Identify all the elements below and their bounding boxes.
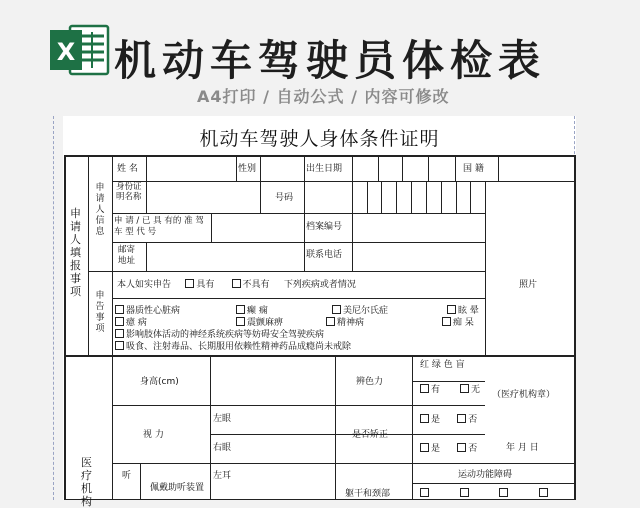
hearing-label: 听 (122, 471, 132, 481)
declaration-suffix: 下列疾病或者情况 (283, 280, 356, 290)
banner (0, 0, 640, 112)
grid-line (574, 155, 576, 500)
grid-line (140, 463, 141, 500)
grid-line (112, 463, 575, 464)
page-margin-left (53, 116, 54, 500)
name-label: 姓 名 (117, 164, 138, 174)
disease-checkbox[interactable] (115, 329, 124, 338)
disease-item: 影响肢体活动的神经系统疾病等妨碍安全驾驶疾病 (115, 329, 324, 341)
color-vision-label: 辨色力 (356, 377, 384, 387)
disease-checkbox[interactable] (115, 305, 124, 314)
grid-line (456, 181, 457, 213)
corrected-yes-checkbox[interactable] (420, 443, 429, 452)
form-title: 机动车驾驶人身体条件证明 (199, 128, 440, 150)
motor-checkbox[interactable] (460, 488, 469, 497)
page-title: 机动车驾驶员体检表 (114, 36, 547, 85)
photo-label: 照片 (519, 280, 538, 290)
grid-line (441, 181, 442, 213)
height-label: 身高(cm) (140, 377, 179, 387)
disease-item: 美尼尔氏症 (332, 305, 388, 317)
grid-line (411, 181, 412, 213)
id-doc-label: 身份证明名称 (116, 182, 142, 202)
disease-checkbox[interactable] (236, 317, 245, 326)
grid-line (260, 155, 261, 213)
disease-item: 器质性心脏病 (115, 305, 180, 317)
grid-line (381, 181, 382, 213)
left-ear-label: 左耳 (213, 471, 232, 481)
color-blind-no-checkbox[interactable] (460, 384, 469, 393)
motor-label: 运动功能障碍 (458, 470, 513, 480)
neck-label: 躯干和颈部 (345, 489, 391, 499)
disease-item: 痴 呆 (442, 317, 474, 329)
grid-line (210, 355, 211, 500)
grid-line (426, 181, 427, 213)
grid-line (412, 355, 413, 500)
disease-item: 精神病 (326, 317, 364, 329)
excel-icon (48, 22, 110, 78)
grid-line (64, 155, 66, 500)
grid-line (335, 355, 336, 500)
disease-item: 眩 晕 (447, 305, 479, 317)
grid-line (485, 181, 486, 356)
file-number-label: 档案编号 (306, 222, 343, 232)
disease-checkbox[interactable] (332, 305, 341, 314)
grid-line (146, 242, 147, 271)
grid-line (112, 181, 575, 182)
id-number-label: 号码 (275, 193, 294, 203)
corrected-label: 是否矫正 (352, 430, 389, 440)
grid-line (112, 213, 485, 214)
disease-item: 癫 痫 (236, 305, 268, 317)
corrected-no-checkbox[interactable] (457, 414, 466, 423)
page-subtitle: A4打印 / 自动公式 / 内容可修改 (197, 87, 450, 106)
declare-group-label: 申告事项 (95, 291, 105, 334)
phone-label: 联系电话 (306, 250, 343, 260)
disease-item: 吸食、注射毒品、长期服用依赖性精神药品成瘾尚未戒除 (115, 341, 351, 353)
grid-line (412, 434, 485, 435)
grid-line (88, 271, 485, 272)
vision-label: 视 力 (143, 430, 164, 440)
disease-checkbox[interactable] (115, 341, 124, 350)
motor-checkbox[interactable] (499, 488, 508, 497)
grid-line (211, 213, 212, 242)
applicant-info-label: 申请人信息 (95, 183, 105, 237)
grid-line (367, 181, 368, 213)
grid-line (112, 298, 485, 299)
right-eye-label: 右眼 (213, 443, 232, 453)
color-blind-options: 有 无 (420, 384, 480, 396)
applicant-section-label: 申请人填报事项 (70, 207, 81, 298)
grid-line (88, 155, 89, 356)
hearing-aid-label: 佩戴助听装置 (150, 483, 205, 493)
disease-checkbox[interactable] (442, 317, 451, 326)
birth-date-label: 出生日期 (306, 164, 343, 174)
disease-checkbox[interactable] (447, 305, 456, 314)
grid-line (412, 381, 485, 382)
grid-line (146, 155, 147, 213)
grid-line (378, 155, 379, 181)
grid-line (304, 155, 305, 271)
left-eye-label: 左眼 (213, 414, 232, 424)
have-checkbox[interactable] (185, 279, 194, 288)
color-blind-yes-checkbox[interactable] (420, 384, 429, 393)
grid-line (112, 242, 485, 243)
grid-line (396, 181, 397, 213)
disease-item: 震颤麻痹 (236, 317, 283, 329)
disease-checkbox[interactable] (326, 317, 335, 326)
grid-line (470, 181, 471, 213)
declaration-intro: 本人如实申告 (117, 280, 172, 290)
grid-line (236, 155, 237, 181)
not-have-checkbox[interactable] (232, 279, 241, 288)
corrected-no-checkbox[interactable] (457, 443, 466, 452)
motor-checkbox[interactable] (420, 488, 429, 497)
motor-checkbox[interactable] (539, 488, 548, 497)
license-type-label: 申 请 / 已 具 有的 准 驾 车 型 代 号 (114, 216, 204, 237)
have-label: 具有 (196, 280, 215, 290)
date-label: 年 月 日 (506, 443, 539, 453)
stamp-label: （医疗机构章） (492, 390, 556, 400)
nationality-label: 国 籍 (463, 164, 484, 174)
medical-section-label: 医疗机构 (81, 456, 92, 508)
grid-line (402, 155, 403, 181)
grid-line (112, 155, 113, 500)
grid-line (455, 155, 456, 181)
grid-line (352, 155, 353, 271)
disease-checkbox[interactable] (236, 305, 245, 314)
motor-options (420, 488, 550, 500)
excel-icon-letter: X (56, 38, 76, 66)
grid-line (412, 483, 575, 484)
grid-line (112, 405, 485, 406)
not-have-label: 不具有 (242, 280, 270, 290)
corrected-options: 是 否 (420, 414, 477, 426)
corrected-options: 是 否 (420, 443, 477, 455)
disease-item: 癔 病 (115, 317, 147, 329)
grid-line (428, 155, 429, 181)
grid-line (498, 155, 499, 181)
color-blind-label: 红 绿 色 盲 (420, 360, 465, 370)
address-label: 邮寄地址 (118, 245, 136, 266)
declaration-line (117, 279, 356, 291)
grid-line (64, 355, 575, 357)
corrected-yes-checkbox[interactable] (420, 414, 429, 423)
disease-checkbox[interactable] (115, 317, 124, 326)
gender-label: 性别 (238, 164, 257, 174)
